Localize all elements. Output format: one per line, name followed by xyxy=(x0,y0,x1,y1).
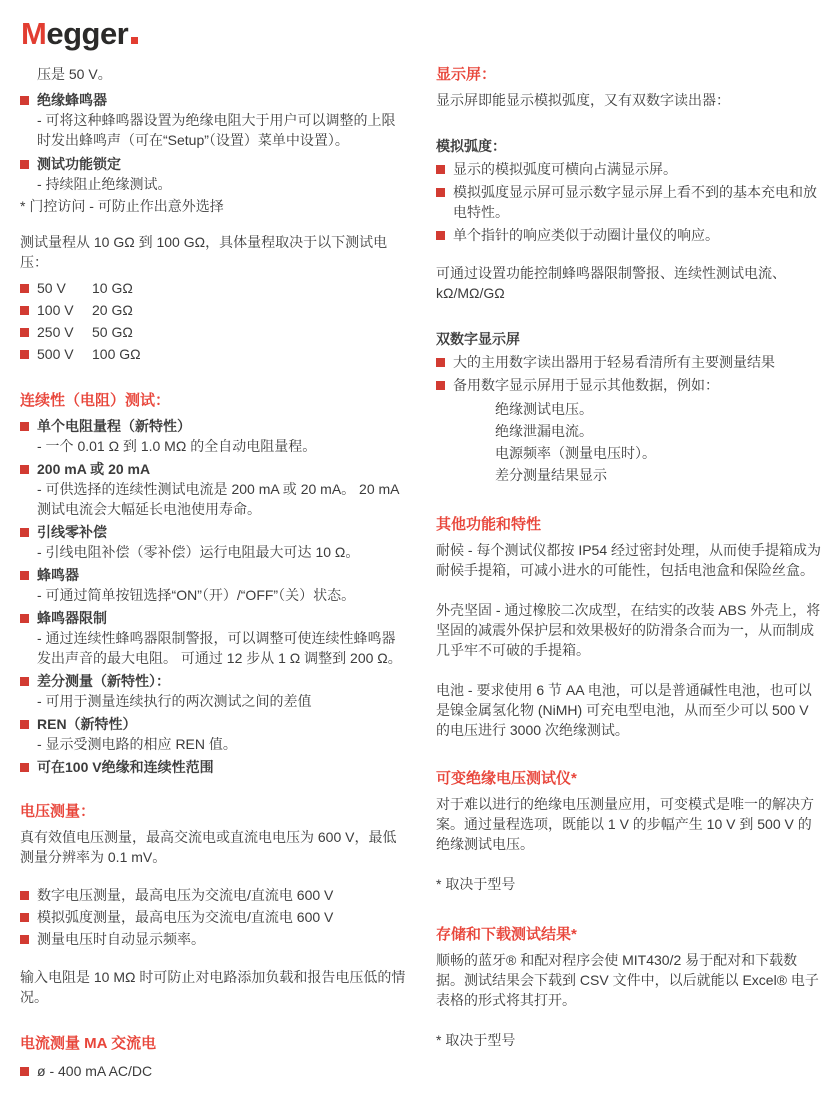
bullet-desc: - 可供选择的连续性测试电流是 200 mA 或 20 mA。 20 mA 测试电流会大幅延长电池使用寿命。 xyxy=(37,481,399,517)
bullet-icon xyxy=(20,891,29,900)
gated-access-note: * 门控访问 - 可防止作出意外选择 xyxy=(20,198,224,214)
bullet-desc: - 可用于测量连续执行的两次测试之间的差值 xyxy=(37,693,312,709)
bullet-title: 蜂鸣器限制 xyxy=(37,610,107,626)
example-line: 电源频率（测量电压时）。 xyxy=(495,445,656,461)
other-feature-para: 外壳坚固 - 通过橡胶二次成型，在结实的改装 ABS 外壳上，将坚固的减震外保护层和效果极好的防滑条合而为一，从而制成几乎牢不可破的手提箱。 xyxy=(436,602,821,658)
bullet-text: 显示的模拟弧度可横向占满显示屏。 xyxy=(453,161,677,177)
range-resistance: 50 GΩ xyxy=(92,324,133,340)
range-voltage: 250 V xyxy=(37,324,74,340)
storage-download-para: 顺畅的蓝牙® 和配对程序会使 MIT430/2 易于配对和下载数据。测试结果会下载到 CSV 文件中，以后就能以 Excel® 电子表格的形式将其打开。 xyxy=(436,952,819,1008)
section-heading-storage-download: 存储和下载测试结果* xyxy=(436,926,577,943)
bullet-icon xyxy=(20,284,29,293)
range-row xyxy=(20,322,408,342)
bullet-title: 引线零补偿 xyxy=(37,524,107,540)
range-voltage: 100 V xyxy=(37,302,74,318)
bullet-title: 200 mA 或 20 mA xyxy=(37,461,151,477)
bullet-icon xyxy=(20,465,29,474)
list-item xyxy=(436,375,824,395)
bullet-icon xyxy=(436,358,445,367)
display-intro: 显示屏即能显示模拟弧度，又有双数字读出器： xyxy=(436,92,730,108)
bullet-icon xyxy=(20,350,29,359)
section-heading-display: 显示屏： xyxy=(436,66,497,83)
bullet-icon xyxy=(20,720,29,729)
range-resistance: 100 GΩ xyxy=(92,346,141,362)
bullet-icon xyxy=(20,677,29,686)
bullet-icon xyxy=(436,188,445,197)
bullet-desc: - 一个 0.01 Ω 到 1.0 MΩ 的全自动电阻量程。 xyxy=(37,438,317,454)
right-column xyxy=(436,64,824,1050)
section-heading-voltage: 电压测量： xyxy=(20,803,96,820)
range-intro: 测试量程从 10 GΩ 到 100 GΩ，具体量程取决于以下测试电压： xyxy=(20,234,388,270)
list-item xyxy=(20,608,408,668)
section-heading-other-features: 其他功能和特性 xyxy=(436,516,542,533)
bullet-desc: - 引线电阻补偿（零补偿）运行电阻最大可达 10 Ω。 xyxy=(37,544,360,560)
bullet-icon xyxy=(20,614,29,623)
range-resistance: 10 GΩ xyxy=(92,280,133,296)
bullet-text: ø - 400 mA AC/DC xyxy=(37,1063,153,1079)
bullet-title: 测试功能锁定 xyxy=(37,156,121,172)
range-row xyxy=(20,344,408,364)
bullet-icon xyxy=(20,306,29,315)
bullet-title: 绝缘蜂鸣器 xyxy=(37,92,107,108)
list-item xyxy=(436,225,824,245)
bullet-icon xyxy=(20,96,29,105)
setup-control-para: 可通过设置功能控制蜂鸣器限制警报、连续性测试电流、kΩ/MΩ/GΩ xyxy=(436,265,786,301)
variable-voltage-para: 对于难以进行的绝缘电压测量应用，可变模式是唯一的解决方案。通过量程选项，既能以 1 V 的步幅产生 10 V 到 500 V 的绝缘测试电压。 xyxy=(436,796,814,852)
bullet-title: 差分测量（新特性）： xyxy=(37,673,170,689)
continued-line: 压是 50 V。 xyxy=(37,66,112,82)
bullet-icon xyxy=(20,422,29,431)
list-item xyxy=(20,714,408,754)
bullet-desc: - 通过连续性蜂鸣器限制警报，可以调整可使连续性蜂鸣器发出声音的最大电阻。 可通过 12 步从 1 Ω 调整到 200 Ω。 xyxy=(37,630,402,666)
bullet-icon xyxy=(20,528,29,537)
range-resistance: 20 GΩ xyxy=(92,302,133,318)
bullet-text: 大的主用数字读出器用于轻易看清所有主要测量结果 xyxy=(453,354,775,370)
example-line: 差分测量结果显示 xyxy=(495,467,607,483)
bullet-title: 可在100 V绝缘和连续性范围 xyxy=(37,759,214,775)
list-item xyxy=(436,159,824,179)
bullet-icon xyxy=(20,1067,29,1076)
list-item xyxy=(20,90,408,150)
other-feature-para: 耐候 - 每个测试仪都按 IP54 经过密封处理，从而使手提箱成为耐候手提箱，可减小进水的可能性，包括电池盒和保险丝盒。 xyxy=(436,542,822,578)
list-item xyxy=(20,1061,408,1081)
bullet-text: 单个指针的响应类似于动圈计量仪的响应。 xyxy=(453,227,719,243)
logo-dot-icon xyxy=(131,37,138,44)
list-item xyxy=(20,522,408,562)
list-item xyxy=(20,929,408,949)
bullet-icon xyxy=(20,328,29,337)
list-item xyxy=(20,459,408,519)
bullet-text: 模拟弧度测量，最高电压为交流电/直流电 600 V xyxy=(37,909,334,925)
voltage-intro: 真有效值电压测量，最高交流电或直流电电压为 600 V，最低测量分辨率为 0.1 mV。 xyxy=(20,829,397,865)
left-column xyxy=(20,64,408,1084)
list-item xyxy=(20,671,408,711)
section-heading-continuity: 连续性（电阻）测试： xyxy=(20,392,171,409)
bullet-title: 单个电阻量程（新特性） xyxy=(37,418,191,434)
bullet-desc: - 可通过简单按钮选择“ON”（开）/“OFF”（关）状态。 xyxy=(37,587,356,603)
bullet-title: REN（新特性） xyxy=(37,716,137,732)
logo-letters-rest: egger xyxy=(46,16,129,51)
model-dependent-note: * 取决于型号 xyxy=(436,876,516,892)
model-dependent-note: * 取决于型号 xyxy=(436,1032,516,1048)
bullet-icon xyxy=(20,935,29,944)
list-item xyxy=(436,352,824,372)
bullet-icon xyxy=(436,165,445,174)
bullet-text: 备用数字显示屏用于显示其他数据，例如： xyxy=(453,377,719,393)
section-heading-current: 电流测量 MA 交流电 xyxy=(20,1035,157,1052)
bullet-icon xyxy=(20,763,29,772)
list-item xyxy=(20,154,408,194)
bullet-desc: - 显示受测电路的相应 REN 值。 xyxy=(37,736,237,752)
subheading-dual-digital: 双数字显示屏 xyxy=(436,331,520,347)
bullet-icon xyxy=(20,160,29,169)
example-line: 绝缘泄漏电流。 xyxy=(495,423,593,439)
bullet-text: 数字电压测量，最高电压为交流电/直流电 600 V xyxy=(37,887,334,903)
megger-logo xyxy=(21,16,138,52)
bullet-text: 模拟弧度显示屏可显示数字显示屏上看不到的基本充电和放电特性。 xyxy=(453,184,817,220)
range-row xyxy=(20,300,408,320)
logo-letter-m: M xyxy=(21,16,47,51)
example-line: 绝缘测试电压。 xyxy=(495,401,593,417)
bullet-icon xyxy=(20,913,29,922)
bullet-icon xyxy=(436,231,445,240)
other-feature-para: 电池 - 要求使用 6 节 AA 电池，可以是普通碱性电池，也可以是镍金属氢化物 (NiMH) 可充电型电池，从而至少可以 500 V 的电压进行 3000 次绝缘测试。 xyxy=(436,682,812,738)
range-voltage: 50 V xyxy=(37,280,66,296)
list-item xyxy=(20,757,408,777)
list-item xyxy=(20,416,408,456)
section-heading-variable-voltage: 可变绝缘电压测试仪* xyxy=(436,770,577,787)
list-item xyxy=(20,907,408,927)
bullet-desc: - 持续阻止绝缘测试。 xyxy=(37,176,172,192)
bullet-desc: - 可将这种蜂鸣器设置为绝缘电阻大于用户可以调整的上限时发出蜂鸣声（可在“Setup”（设置）菜单中设置）。 xyxy=(37,112,396,148)
bullet-text: 测量电压时自动显示频率。 xyxy=(37,931,205,947)
list-item xyxy=(20,885,408,905)
range-voltage: 500 V xyxy=(37,346,74,362)
list-item xyxy=(436,182,824,222)
bullet-icon xyxy=(20,571,29,580)
bullet-title: 蜂鸣器 xyxy=(37,567,79,583)
voltage-outro: 输入电阻是 10 MΩ 时可防止对电路添加负载和报告电压低的情况。 xyxy=(20,969,406,1005)
list-item xyxy=(20,565,408,605)
bullet-icon xyxy=(436,381,445,390)
range-row xyxy=(20,278,408,298)
subheading-analog-arc: 模拟弧度： xyxy=(436,138,506,154)
